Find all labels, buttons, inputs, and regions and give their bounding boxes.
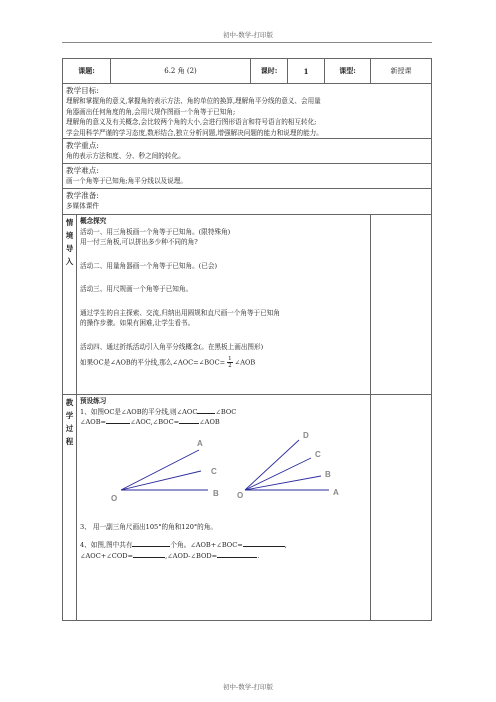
objectives-row [63, 84, 431, 139]
process-row [63, 395, 431, 620]
fig2-label-c: C [315, 449, 321, 459]
summary-line-1: 通过学生的自主探索、交流,归纳出用圆规和直尺画一个角等于已知角 [80, 308, 280, 317]
lesson-info-row [63, 59, 431, 84]
objective-line: 学会用科学严谨的学习态度,数形结合,独立分析问题,增强解决问题的能力和说理的能力。 [66, 128, 323, 137]
objective-line: 角器画出任何角度的角,会用尺规作图画一个角等于已知角; [66, 107, 236, 116]
fig2-label-b: B [325, 469, 331, 479]
key-points-text: 角的表示方法和度、分、秒之间的转化。 [66, 152, 185, 160]
concept-heading: 概念探究 [80, 217, 107, 225]
lesson-title: 6.2 角 (2) [111, 59, 251, 83]
question-4-line-2: ∠AOC+∠COD= ,∠AOD-∠BOD= . [80, 551, 260, 560]
fig2-label-d: D [303, 430, 309, 440]
title-label: 课题: [63, 59, 111, 83]
activity-1: 活动一、用三角板画一个角等于已知角。(限特殊角) [80, 227, 231, 236]
fig1-label-a: A [197, 438, 203, 448]
type-label: 课型: [325, 59, 371, 83]
activity-4: 活动四、通过折纸活动引入角平分线概念(。在黑板上画出图形) [80, 342, 264, 351]
fig1-label-b: B [213, 488, 219, 498]
summary-line-2: 的操作步骤。如果有困难,让学生看书。 [80, 319, 195, 327]
page-header: 初中-数学-打印版 [223, 31, 273, 39]
ray-od [245, 440, 299, 490]
lesson-type: 新授课 [390, 67, 412, 75]
figure-2 [245, 440, 329, 490]
objective-line: 理解角的意义及有关概念,会比较两个角的大小,会进行图形语言和符号语言的相互转化; [66, 118, 317, 126]
hours-label: 课时: [251, 59, 288, 83]
question-4-line-1: 4、如图,图中共有 个角。∠AOB+∠BOC= , [80, 541, 287, 549]
objectives-label: 教学目标: [66, 86, 99, 95]
angle-figures [77, 428, 371, 520]
preparation-row [63, 189, 431, 215]
process-content [77, 395, 371, 620]
difficulties-row [63, 164, 431, 189]
lesson-plan-table [62, 58, 432, 621]
intro-side-label: 情 境 导 入 [63, 215, 77, 394]
page-footer: 初中-数学-打印版 [223, 683, 273, 691]
fig1-label-o: O [111, 493, 118, 503]
header-rule [62, 42, 432, 43]
key-points-label: 教学重点: [66, 141, 99, 150]
fig2-label-o: O [237, 490, 244, 500]
activity-2: 活动二、用量角器画一个角等于已知角。(已会) [80, 261, 218, 270]
preparation-text: 多媒体课件 [66, 202, 99, 210]
one-half-fraction: $\frac{1}{2}$ [228, 356, 232, 369]
difficulties-text: 画一个角等于已知角;角平分线以及说理。 [66, 177, 187, 185]
activity-3: 活动三、用尺规画一个角等于已知角。 [80, 285, 193, 293]
bisector-definition: 如果OC是∠AOB的平分线,那么∠AOC=∠BOC= $\frac{1}{2}$ ∠AOB [80, 356, 256, 369]
question-3: 3、 用一副三角尺画出105°的角和120°的角。 [80, 522, 217, 531]
preparation-label: 教学准备: [66, 191, 99, 200]
fig1-label-c: C [211, 466, 217, 476]
activity-1-question: 用一付三角板,可以拼出多少种不同的角? [80, 238, 198, 246]
difficulties-label: 教学难点: [66, 166, 99, 175]
key-points-row [63, 139, 431, 164]
objective-line: 理解和掌握角的意义,掌握角的表示方法、角的单位的换算,理解角平分线的意义、会用量 [66, 97, 321, 105]
process-side-label: 教 学 过 程 [63, 395, 77, 620]
intro-content [77, 215, 371, 394]
exercise-heading: 预设练习 [80, 397, 107, 405]
ray-oc [121, 471, 201, 490]
ray-ob2 [245, 476, 321, 490]
ray-oa [121, 450, 199, 490]
question-1-line-2: ∠AOB= ∠AOC,∠BOC= ∠AOB [80, 418, 220, 426]
figure-1 [121, 450, 208, 490]
intro-row [63, 215, 431, 395]
question-1-line-1: 1、如图OC是∠AOB的平分线,则∠AOC ∠BOC [80, 407, 237, 416]
ray-oc2 [245, 458, 311, 490]
lesson-hours: 1 [288, 59, 325, 83]
fig2-label-a: A [333, 487, 339, 497]
